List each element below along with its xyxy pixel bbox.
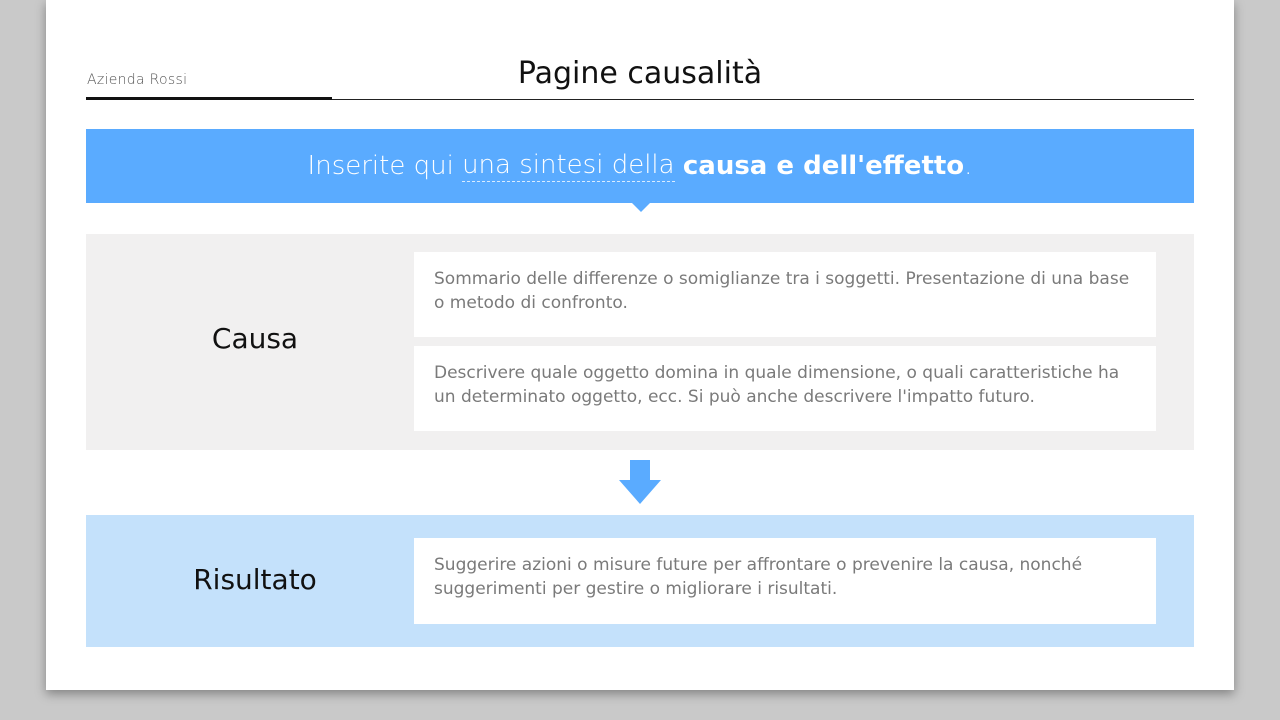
banner-text-space [675, 151, 683, 181]
brand-name: Azienda Rossi [87, 72, 188, 88]
slide [46, 0, 1234, 690]
banner-text-end: . [964, 151, 973, 181]
arrow-down-icon [619, 460, 661, 504]
brand-underline [86, 97, 332, 100]
banner-pointer [632, 203, 650, 212]
title-rule [332, 99, 1194, 100]
result-card-1: Suggerire azioni o misure future per affrontare o prevenire la causa, nonché suggerimenti per gestire o migliorare i risultati. [414, 538, 1156, 624]
summary-banner [86, 129, 1194, 203]
cause-card-2: Descrivere quale oggetto domina in quale dimensione, o quali caratteristiche ha un determinato oggetto, ecc. Si può anche descrivere l'impatto futuro. [414, 346, 1156, 431]
result-panel [86, 515, 1194, 647]
arrow-down-shape [619, 460, 661, 504]
page-title: Pagine causalità [517, 56, 763, 91]
banner-text-underlined: una sintesi della [462, 150, 675, 180]
cause-card-1: Sommario delle differenze o somiglianze tra i soggetti. Presentazione di una base o metodo di confronto. [414, 252, 1156, 337]
cause-label: Causa [211, 322, 299, 355]
banner-text-bold: causa e dell'effetto [682, 151, 965, 181]
banner-text-start: Inserite qui [307, 151, 463, 181]
cause-panel [86, 234, 1194, 450]
result-label: Risultato [193, 563, 317, 596]
